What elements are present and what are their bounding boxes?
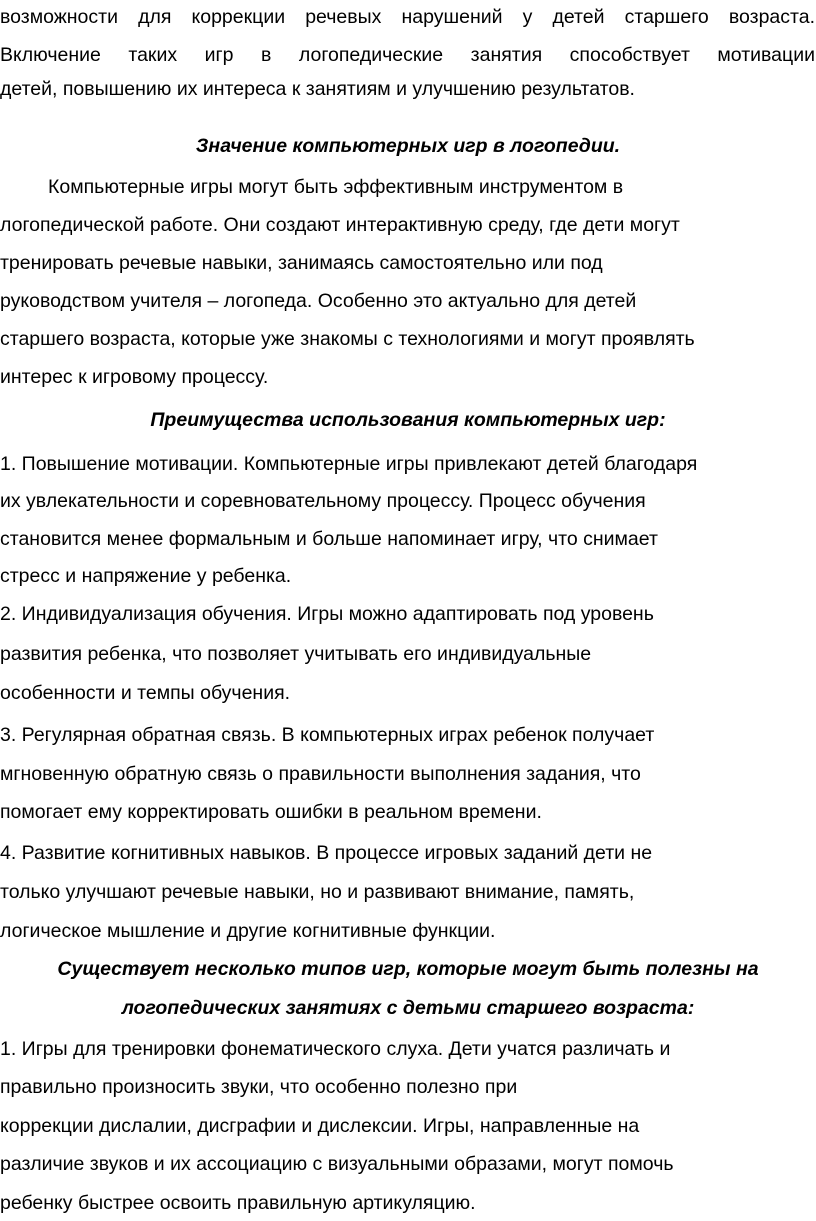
paragraph-line: Включение таких игр в логопедические занятия способствует мотивации — [0, 44, 815, 66]
list-item: 1. Повышение мотивации. Компьютерные игры привлекают детей благодаря — [0, 453, 698, 475]
list-item: становится менее формальным и больше напоминает игру, что снимает — [0, 528, 658, 550]
section-heading: логопедических занятиях с детьми старшего возраста: — [121, 997, 695, 1019]
list-item: коррекции дислалии, дисграфии и дислексии. Игры, направленные на — [0, 1115, 640, 1137]
list-item: 3. Регулярная обратная связь. В компьютерных играх ребенок получает — [0, 724, 655, 746]
list-item: ребенку быстрее освоить правильную артикуляцию. — [0, 1192, 476, 1214]
list-item: 4. Развитие когнитивных навыков. В процессе игровых заданий дети не — [0, 842, 653, 864]
paragraph-line: старшего возраста, которые уже знакомы с технологиями и могут проявлять — [0, 328, 695, 350]
section-heading: Существует несколько типов игр, которые могут быть полезны на — [57, 958, 759, 980]
paragraph-line: руководством учителя – логопеда. Особенно это актуально для детей — [0, 290, 637, 312]
paragraph-line: возможности для коррекции речевых нарушений у детей старшего возраста. — [0, 6, 815, 28]
section-heading: Преимущества использования компьютерных игр: — [150, 409, 666, 431]
list-item: их увлекательности и соревновательному процессу. Процесс обучения — [0, 490, 646, 512]
paragraph-line: логопедической работе. Они создают интерактивную среду, где дети могут — [0, 214, 680, 236]
list-item: мгновенную обратную связь о правильности выполнения задания, что — [0, 763, 641, 785]
list-item: различие звуков и их ассоциацию с визуальными образами, могут помочь — [0, 1153, 674, 1175]
paragraph-line: Компьютерные игры могут быть эффективным инструментом в — [48, 176, 624, 198]
paragraph-line: тренировать речевые навыки, занимаясь самостоятельно или под — [0, 252, 603, 274]
list-item: 2. Индивидуализация обучения. Игры можно адаптировать под уровень — [0, 603, 654, 625]
list-item: развития ребенка, что позволяет учитывать его индивидуальные — [0, 643, 592, 665]
list-item: особенности и темпы обучения. — [0, 682, 291, 704]
list-item: стресс и напряжение у ребенка. — [0, 565, 292, 587]
section-heading: Значение компьютерных игр в логопедии. — [195, 135, 621, 157]
list-item: помогает ему корректировать ошибки в реальном времени. — [0, 801, 542, 823]
paragraph-line: интерес к игровому процессу. — [0, 366, 269, 388]
list-item: 1. Игры для тренировки фонематического слуха. Дети учатся различать и — [0, 1038, 671, 1060]
list-item: правильно произносить звуки, что особенно полезно при — [0, 1076, 518, 1098]
list-item: логическое мышление и другие когнитивные функции. — [0, 920, 496, 942]
list-item: только улучшают речевые навыки, но и развивают внимание, память, — [0, 881, 635, 903]
paragraph-line: детей, повышению их интереса к занятиям и улучшению результатов. — [0, 78, 635, 100]
